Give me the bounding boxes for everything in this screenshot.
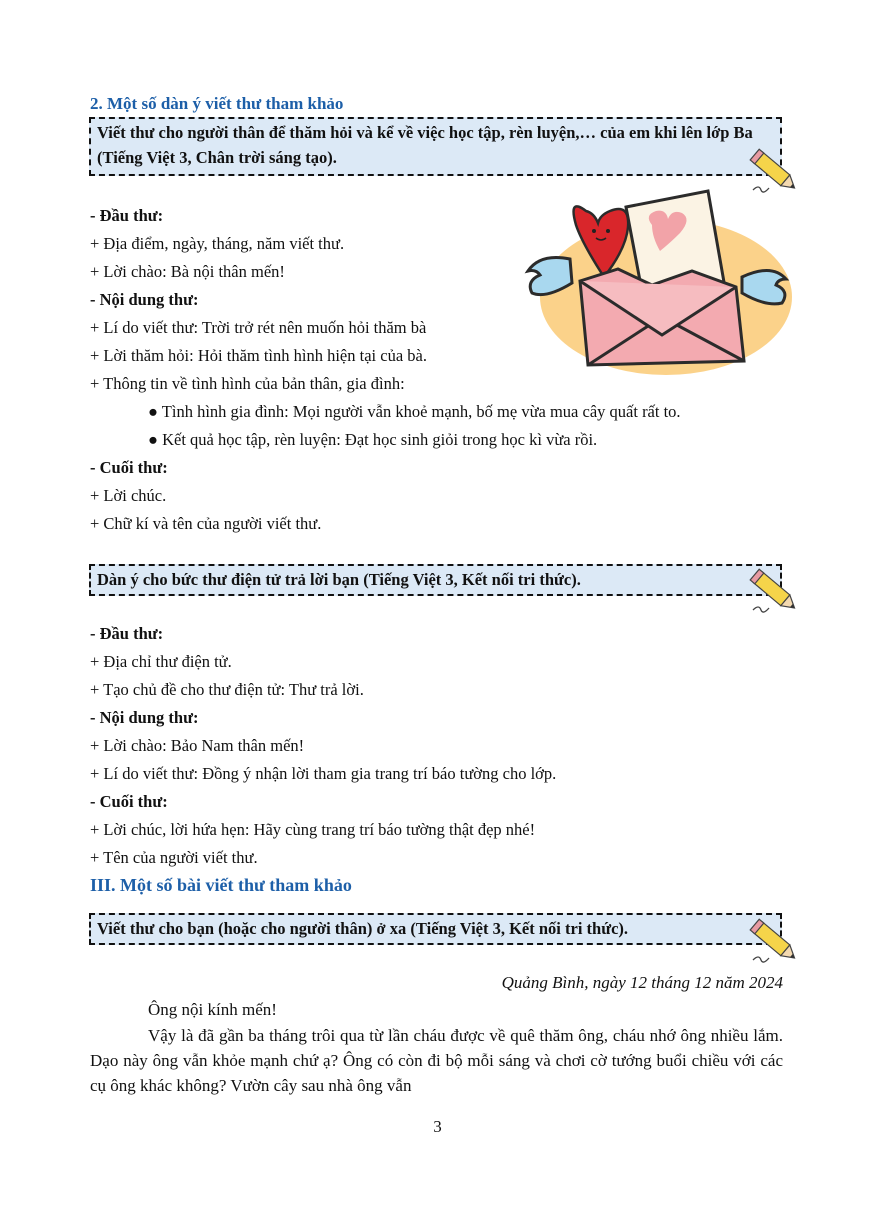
outline-item: + Tên của người viết thư. bbox=[90, 848, 258, 867]
task-box: Viết thư cho bạn (hoặc cho người thân) ở xa (Tiếng Việt 3, Kết nối tri thức). bbox=[89, 913, 782, 945]
pencil-icon bbox=[745, 560, 815, 616]
letter-paragraph: Vậy là đã gần ba tháng trôi qua từ lần cháu được về quê thăm ông, cháu nhớ ông nhiều lắm. Dạo này ông vẫn khỏe mạnh chứ ạ? Ông có còn đi bộ mỗi sáng và chơi cờ tướng buổi chiều với các cụ ông khác không? Vườn cây sau nhà ông vẫn bbox=[90, 1026, 783, 1095]
outline-heading: - Nội dung thư: bbox=[90, 290, 199, 309]
letter-greeting: Ông nội kính mến! bbox=[148, 1000, 277, 1019]
page-number: 3 bbox=[433, 1117, 442, 1136]
outline-item: + Lời chào: Bà nội thân mến! bbox=[90, 262, 285, 281]
pencil-icon bbox=[745, 910, 815, 966]
outline-item: + Chữ kí và tên của người viết thư. bbox=[90, 514, 322, 533]
outline-heading: - Cuối thư: bbox=[90, 458, 168, 477]
section-heading: 2. Một số dàn ý viết thư tham khảo bbox=[90, 94, 344, 113]
outline-heading: - Đầu thư: bbox=[90, 624, 164, 643]
outline-item: + Lời chúc. bbox=[90, 486, 167, 505]
outline-heading: - Nội dung thư: bbox=[90, 708, 199, 727]
outline-item: + Thông tin về tình hình của bản thân, gia đình: bbox=[90, 374, 405, 393]
outline-heading: - Đầu thư: bbox=[90, 206, 164, 225]
outline-item: + Tạo chủ đề cho thư điện tử: Thư trả lời. bbox=[90, 680, 364, 699]
task-box: Viết thư cho người thân để thăm hỏi và kể về việc học tập, rèn luyện,… của em khi lên lớp Ba (Tiếng Việt 3, Chân trời sáng tạo). bbox=[89, 117, 782, 176]
bullet-item: ● Tình hình gia đình: Mọi người vẫn khoẻ mạnh, bố mẹ vừa mua cây quất rất to. bbox=[148, 402, 681, 421]
outline-item: + Lời chào: Bảo Nam thân mến! bbox=[90, 736, 305, 755]
outline-item: + Lời chúc, lời hứa hẹn: Hãy cùng trang trí báo tường thật đẹp nhé! bbox=[90, 820, 536, 839]
love-letter-illustration bbox=[522, 185, 794, 375]
outline-heading: - Cuối thư: bbox=[90, 792, 168, 811]
section-heading: III. Một số bài viết thư tham khảo bbox=[90, 875, 352, 895]
bullet-item: ● Kết quả học tập, rèn luyện: Đạt học sinh giỏi trong học kì vừa rồi. bbox=[148, 430, 598, 449]
outline-item: + Lí do viết thư: Trời trở rét nên muốn hỏi thăm bà bbox=[90, 318, 427, 337]
outline-item: + Địa chỉ thư điện tử. bbox=[90, 652, 232, 671]
outline-item: + Địa điểm, ngày, tháng, năm viết thư. bbox=[90, 234, 345, 253]
letter-date: Quảng Bình, ngày 12 tháng 12 năm 2024 bbox=[501, 973, 783, 992]
outline-item: + Lời thăm hỏi: Hỏi thăm tình hình hiện tại của bà. bbox=[90, 346, 427, 365]
task-box: Dàn ý cho bức thư điện tử trả lời bạn (Tiếng Việt 3, Kết nối tri thức). bbox=[89, 564, 782, 596]
outline-item: + Lí do viết thư: Đồng ý nhận lời tham gia trang trí báo tường cho lớp. bbox=[90, 764, 557, 783]
